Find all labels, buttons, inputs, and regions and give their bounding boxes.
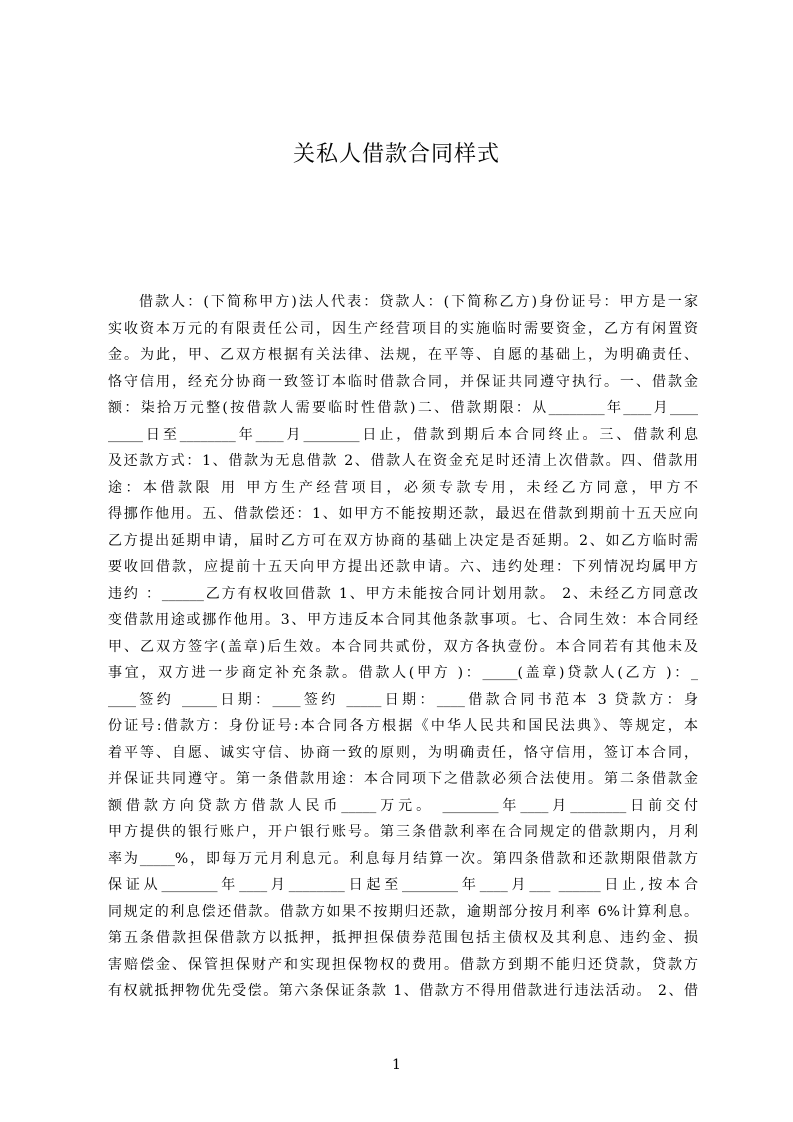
page-number: 1: [392, 1057, 401, 1073]
body-line: 份证号:借款方：身份证号:本合同各方根据《中华人民共和国民法典》、等规定，本: [108, 718, 698, 734]
body-line: _____日至________年____月________日止，借款到期后本合同终止。三、借款利息: [108, 426, 698, 443]
body-line: 率为_____%，即每万元月利息元。利息每月结算一次。第四条借款和还款期限借款方: [108, 850, 698, 867]
body-line: 事宜，双方进一步商定补充条款。借款人(甲方 )：_____(盖章)贷款人(乙方 )：_: [108, 665, 698, 681]
contract-body: [108, 289, 698, 1005]
body-line: 实收资本万元的有限责任公司，因生产经营项目的实施临时需要资金，乙方有闲置资: [108, 320, 698, 337]
body-line: 同规定的利息偿还借款。借款方如果不按期归还款，逾期部分按月利率 6%计算利息。: [108, 903, 698, 920]
body-line: 额借款方向贷款方借款人民币_____万元。 ________年____月________日前交付: [108, 797, 698, 814]
body-line: 及还款方式：1、借款为无息借款 2、借款人在资金充足时还清上次借款。四、借款用: [108, 453, 698, 469]
body-line: 违约 ：______乙方有权收回借款 1、甲方未能按合同计划用款。 2、未经乙方同意改: [108, 585, 698, 602]
body-line: 变借款用途或挪作他用。3、甲方违反本合同其他条款事项。七、合同生效：本合同经: [108, 612, 698, 628]
body-line: 金。为此，甲、乙双方根据有关法律、法规，在平等、自愿的基础上，为明确责任、: [108, 347, 698, 363]
document-title: 关私人借款合同样式: [292, 142, 500, 167]
body-line: 着平等、自愿、诚实守信、协商一致的原则，为明确责任，恪守信用，签订本合同，: [108, 744, 698, 761]
body-line: 并保证共同遵守。第一条借款用途：本合同项下之借款必须合法使用。第二条借款金: [108, 771, 698, 787]
body-line: 得挪作他用。五、借款偿还：1、如甲方不能按期还款，最迟在借款到期前十五天应向: [108, 506, 698, 522]
body-line: 要收回借款，应提前十五天向甲方提出还款申请。六、违约处理：下列情况均属甲方: [108, 559, 698, 575]
body-line: 有权就抵押物优先受偿。第六条保证条款 1、借款方不得用借款进行违法活动。 2、借: [108, 983, 698, 999]
body-line: 害赔偿金、保管担保财产和实现担保物权的费用。借款方到期不能归还贷款，贷款方: [108, 956, 698, 973]
body-line: 途：本借款限 用 甲方生产经营项目，必须专款专用，未经乙方同意，甲方不: [108, 479, 698, 496]
body-line: 乙方提出延期申请，届时乙方可在双方协商的基础上决定是否延期。2、如乙方临时需: [108, 532, 698, 549]
body-line: 第五条借款担保借款方以抵押，抵押担保债券范围包括主债权及其利息、违约金、损: [108, 930, 698, 946]
body-line: 额：柒拾万元整(按借款人需要临时性借款)二、借款期限：从________年____月____: [108, 400, 698, 416]
body-line: 甲、乙双方签字(盖章)后生效。本合同共贰份，双方各执壹份。本合同若有其他未及: [108, 638, 698, 655]
body-line: 借款人：(下简称甲方)法人代表：贷款人：(下简称乙方)身份证号：甲方是一家: [139, 294, 698, 310]
body-line: 恪守信用，经充分协商一致签订本临时借款合同，并保证共同遵守执行。一、借款金: [108, 373, 698, 390]
body-line: ____签约 _____日期：____签约 _____日期：____借款合同书范本 3 贷款方：身: [108, 691, 698, 708]
body-line: 保证从________年____月________日起至________年____月___ ______日止,按本合: [108, 877, 698, 893]
body-line: 甲方提供的银行账户，开户银行账号。第三条借款利率在合同规定的借款期内，月利: [108, 824, 698, 840]
